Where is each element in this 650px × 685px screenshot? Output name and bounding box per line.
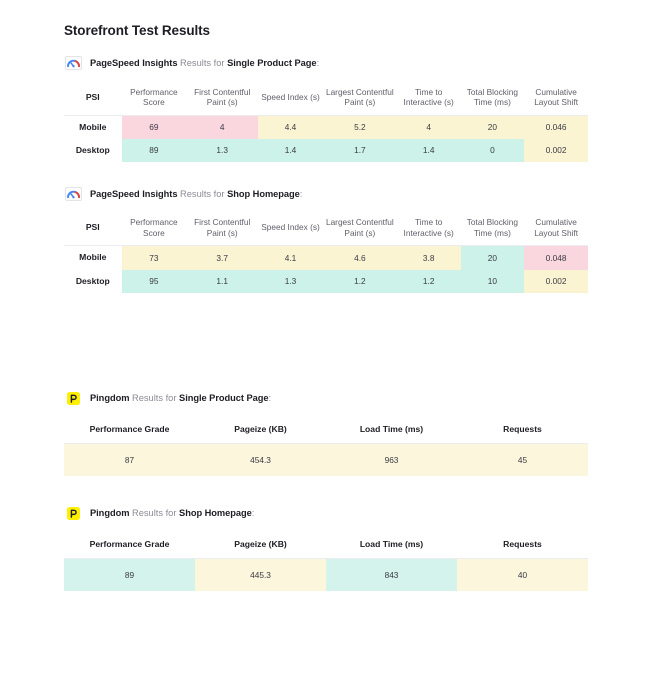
- table-row: [64, 270, 588, 293]
- psi-results-table: [64, 80, 588, 163]
- target-name: Single Product Page: [227, 58, 317, 68]
- section-pingdom-single-product-page: [64, 391, 588, 476]
- target-name: Single Product Page: [179, 393, 269, 404]
- section-header-text: [90, 57, 319, 69]
- column-header: Speed Index (s): [258, 80, 323, 116]
- suffix: :: [316, 58, 320, 68]
- connector-label: Results for: [180, 58, 225, 68]
- column-header: Speed Index (s): [258, 210, 323, 246]
- spacer: [64, 162, 588, 186]
- table-row: [64, 115, 588, 139]
- column-header: Load Time (ms): [326, 415, 457, 444]
- connector-label: Results for: [132, 393, 177, 404]
- column-header: Cumulative Layout Shift: [524, 80, 588, 116]
- suffix: :: [251, 508, 255, 519]
- column-header: Performance Score: [122, 80, 187, 116]
- column-header: Time to Interactive (s): [397, 80, 461, 116]
- metric-cell: 89: [64, 558, 195, 591]
- section-psi-shop-homepage: [64, 186, 588, 293]
- section-psi-single-product-page: [64, 56, 588, 163]
- column-header: Performance Grade: [64, 530, 195, 559]
- metric-cell: 4.1: [258, 246, 323, 270]
- section-header: [64, 56, 588, 71]
- row-label: Mobile: [64, 246, 122, 270]
- spacer: [64, 476, 588, 506]
- section-header: [64, 186, 588, 201]
- pingdom-results-table: [64, 415, 588, 476]
- metric-cell: 20: [461, 115, 525, 139]
- metric-cell: 4.6: [323, 246, 397, 270]
- metric-cell: 4: [397, 115, 461, 139]
- table-header-row: [64, 80, 588, 116]
- table-row: [64, 246, 588, 270]
- section-pingdom-shop-homepage: [64, 506, 588, 591]
- target-name: Shop Homepage: [227, 188, 300, 199]
- metric-cell: 4.4: [258, 115, 323, 139]
- tool-name: Pingdom: [90, 393, 130, 404]
- column-header: First Contentful Paint (s): [186, 210, 258, 246]
- metric-cell: 963: [326, 443, 457, 476]
- psi-results-table: [64, 210, 588, 293]
- tool-name: Pingdom: [90, 508, 130, 519]
- pingdom-results-table: [64, 530, 588, 591]
- metric-cell: 1.3: [258, 270, 323, 293]
- metric-cell: 1.4: [397, 139, 461, 162]
- column-header: Total Blocking Time (ms): [461, 80, 525, 116]
- table-header-row: [64, 530, 588, 559]
- row-label: Mobile: [64, 115, 122, 139]
- metric-cell: 40: [457, 558, 588, 591]
- metric-cell: 1.2: [323, 270, 397, 293]
- metric-cell: 3.7: [186, 246, 258, 270]
- pagespeed-insights-icon: [64, 186, 83, 201]
- column-header: Load Time (ms): [326, 530, 457, 559]
- pagespeed-insights-icon: [64, 56, 83, 71]
- column-header: Largest Contentful Paint (s): [323, 80, 397, 116]
- metric-cell: 1.1: [186, 270, 258, 293]
- sections-container: [64, 56, 588, 591]
- table-header-row: [64, 210, 588, 246]
- column-header: Requests: [457, 530, 588, 559]
- column-header: Total Blocking Time (ms): [461, 210, 525, 246]
- metric-cell: 73: [122, 246, 187, 270]
- metric-cell: 89: [122, 139, 187, 162]
- spacer: [64, 293, 588, 391]
- metric-cell: 0.046: [524, 115, 588, 139]
- metric-cell: 454.3: [195, 443, 326, 476]
- suffix: :: [299, 188, 303, 199]
- page-title: Storefront Test Results: [64, 23, 210, 38]
- metric-cell: 69: [122, 115, 187, 139]
- corner-label: PSI: [64, 80, 122, 116]
- metric-cell: 95: [122, 270, 187, 293]
- column-header: Pageize (KB): [195, 415, 326, 444]
- column-header: Performance Grade: [64, 415, 195, 444]
- column-header: Pageize (KB): [195, 530, 326, 559]
- metric-cell: 3.8: [397, 246, 461, 270]
- target-name: Shop Homepage: [179, 508, 252, 519]
- section-header: [64, 506, 588, 521]
- column-header: Largest Contentful Paint (s): [323, 210, 397, 246]
- metric-cell: 1.3: [186, 139, 258, 162]
- section-header-text: [90, 188, 302, 200]
- corner-label: PSI: [64, 210, 122, 246]
- metric-cell: 1.2: [397, 270, 461, 293]
- section-header-text: [90, 507, 254, 519]
- metric-cell: 5.2: [323, 115, 397, 139]
- tool-name: PageSpeed Insights: [90, 188, 178, 199]
- metric-cell: 87: [64, 443, 195, 476]
- suffix: :: [268, 393, 272, 404]
- section-header-text: [90, 392, 271, 404]
- metric-cell: 1.4: [258, 139, 323, 162]
- metric-cell: 45: [457, 443, 588, 476]
- tool-name: PageSpeed Insights: [90, 58, 178, 68]
- metric-cell: 0.048: [524, 246, 588, 270]
- row-label: Desktop: [64, 270, 122, 293]
- column-header: Time to Interactive (s): [397, 210, 461, 246]
- connector-label: Results for: [180, 188, 225, 199]
- table-row: [64, 139, 588, 162]
- row-label: Desktop: [64, 139, 122, 162]
- connector-label: Results for: [132, 508, 177, 519]
- metric-cell: 0.002: [524, 139, 588, 162]
- metric-cell: 0.002: [524, 270, 588, 293]
- table-row: [64, 558, 588, 591]
- table-header-row: [64, 415, 588, 444]
- table-row: [64, 443, 588, 476]
- metric-cell: 445.3: [195, 558, 326, 591]
- metric-cell: 843: [326, 558, 457, 591]
- pingdom-icon: [64, 506, 83, 521]
- column-header: Performance Score: [122, 210, 187, 246]
- metric-cell: 20: [461, 246, 525, 270]
- section-header: [64, 391, 588, 406]
- metric-cell: 0: [461, 139, 525, 162]
- column-header: Requests: [457, 415, 588, 444]
- column-header: First Contentful Paint (s): [186, 80, 258, 116]
- column-header: Cumulative Layout Shift: [524, 210, 588, 246]
- metric-cell: 4: [186, 115, 258, 139]
- metric-cell: 10: [461, 270, 525, 293]
- metric-cell: 1.7: [323, 139, 397, 162]
- pingdom-icon: [64, 391, 83, 406]
